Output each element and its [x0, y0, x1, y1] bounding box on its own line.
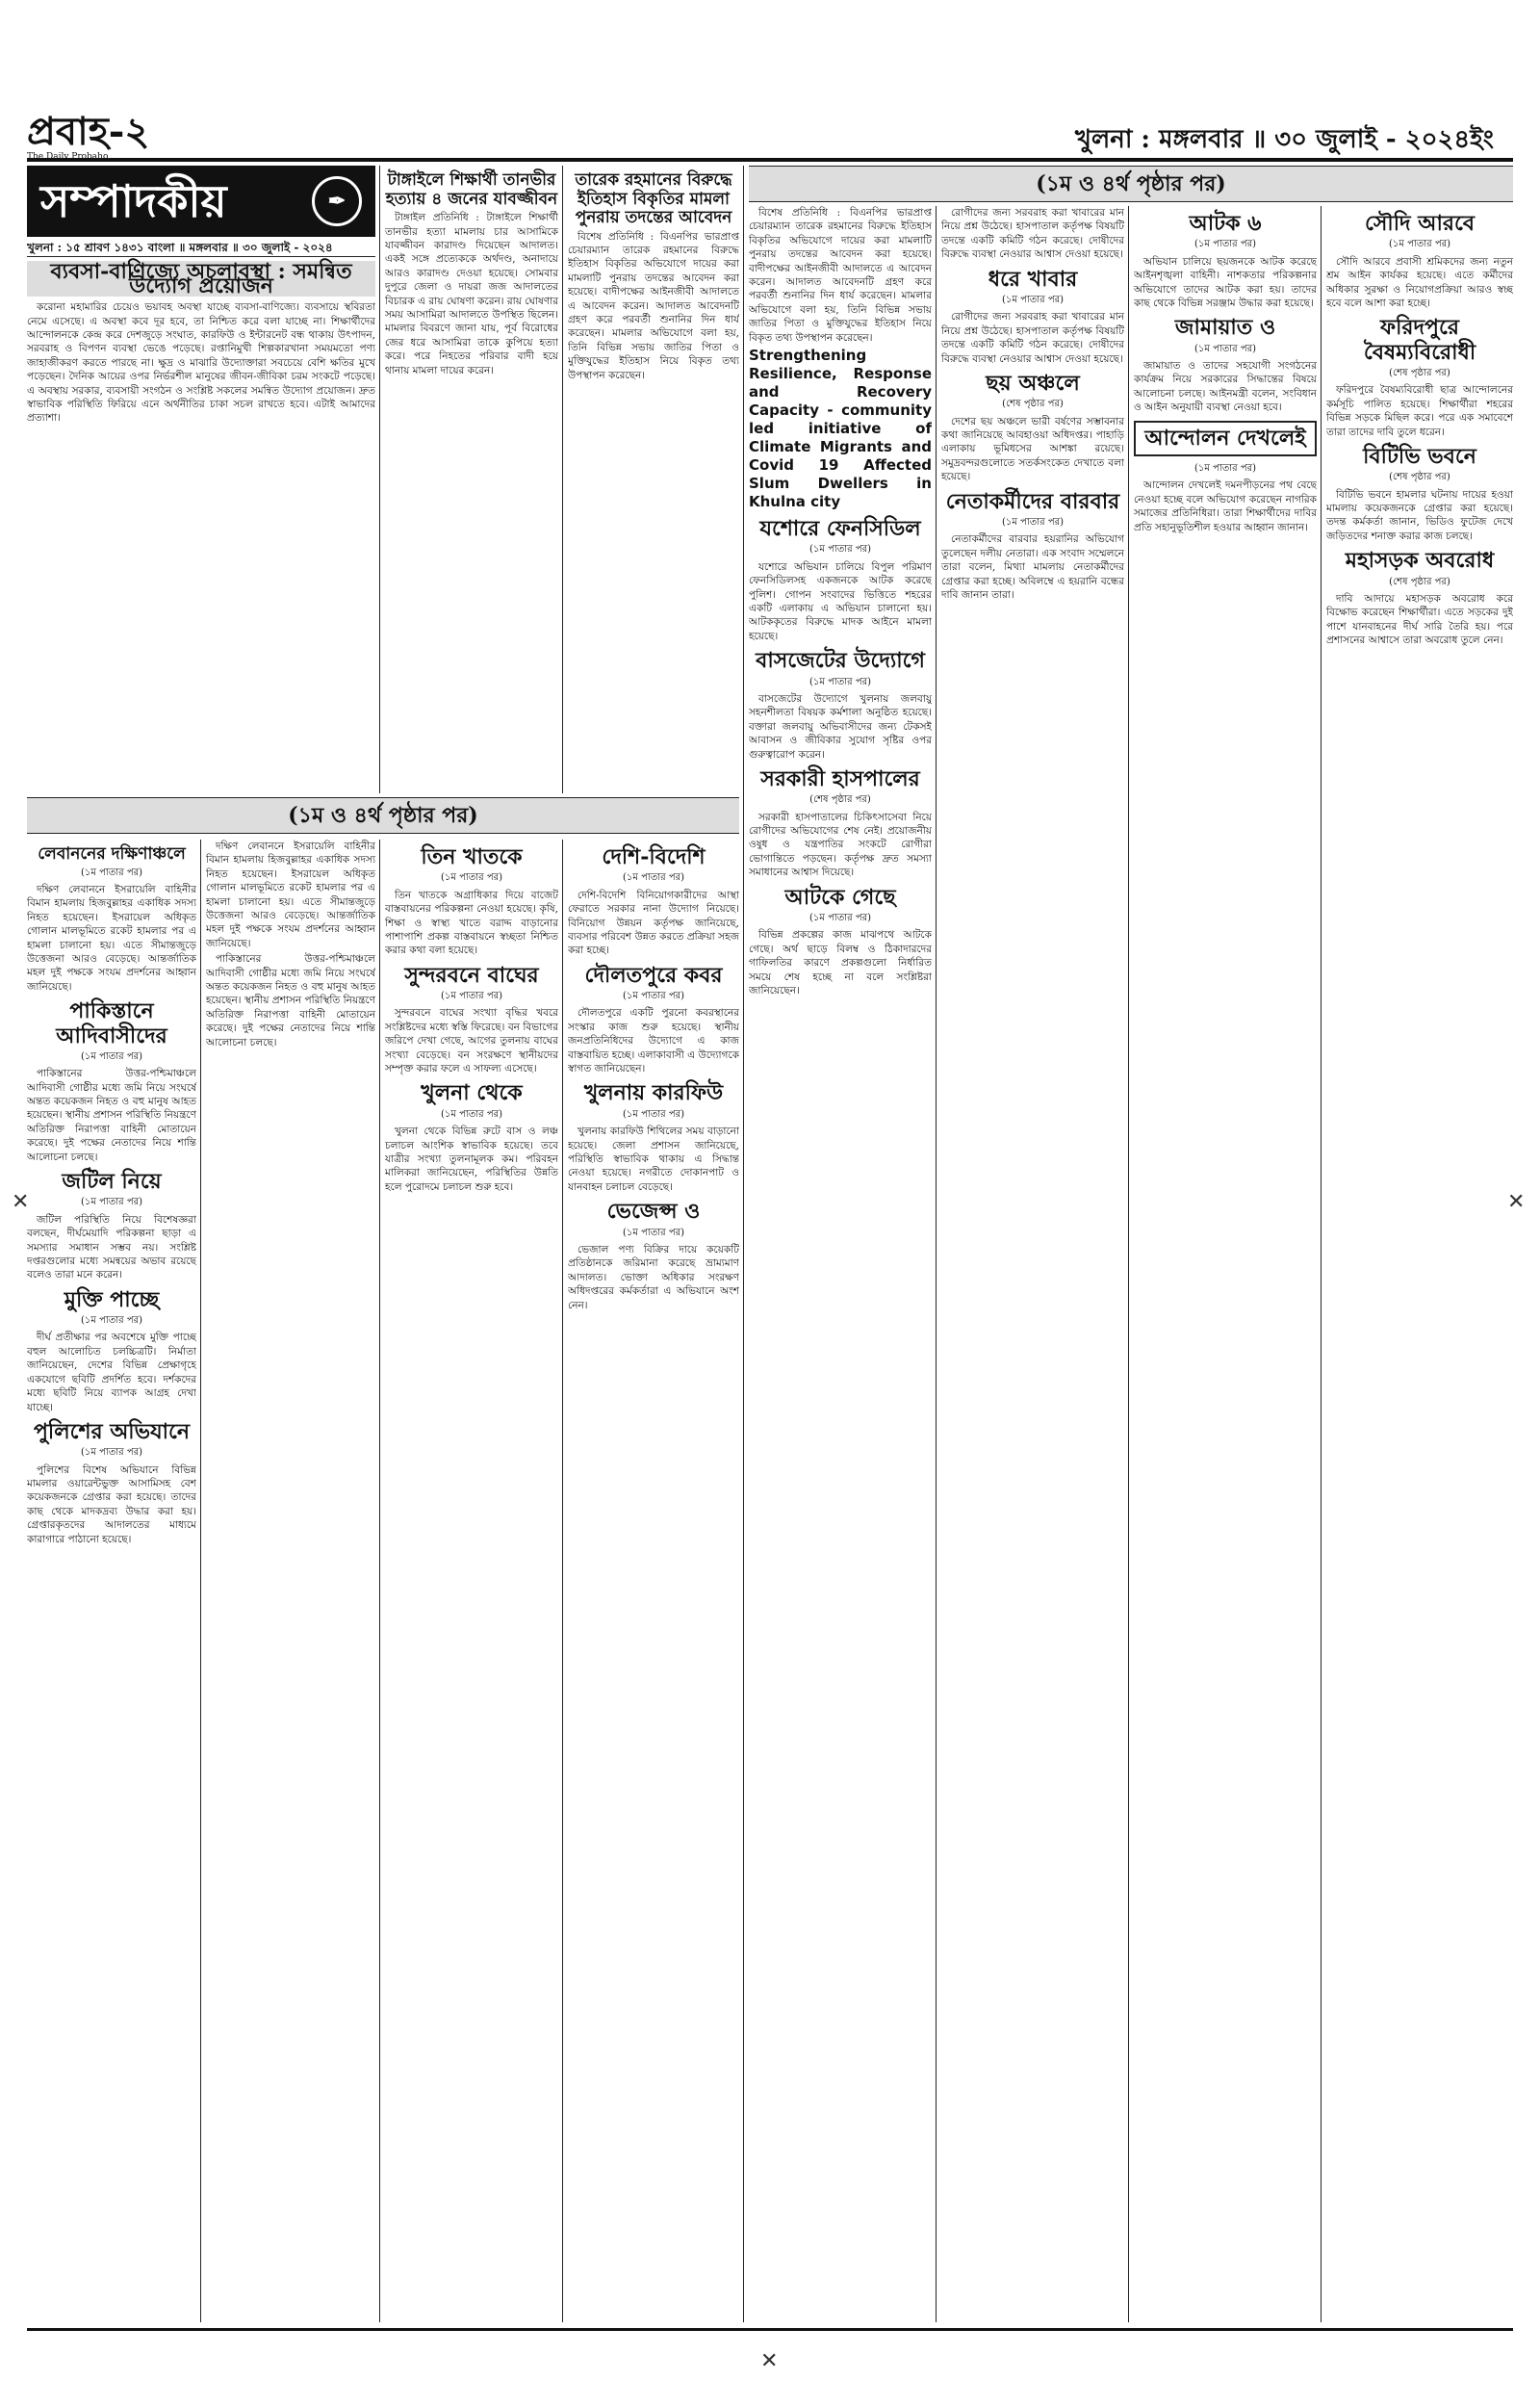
editorial-title: সম্পাদকীয় [40, 174, 227, 227]
column-4-bottom [568, 840, 739, 2322]
logo-subtitle: The Daily Probaho [27, 152, 109, 162]
article-headline: মুক্তি পাচ্ছে [64, 1286, 160, 1312]
article-body: ভেজাল পণ্য বিক্রির দায়ে কয়েকটি প্রতিষ্ঠানকে জরিমানা করেছে ভ্রাম্যমাণ আদালত। ভোক্তা অধিকার সংরক্ষণ অধিদপ্তরের কর্মকর্তারা এ অভিযানে অংশ নেন। [568, 1243, 739, 1311]
article-body: বাসজেটের উদ্যোগে খুলনায় জলবায়ু সহনশীলতা বিষয়ক কর্মশালা অনুষ্ঠিত হয়েছে। বক্তারা জলবায়ু অভিবাসীদের জন্য টেকসই আবাসন ও জীবিকার সুযোগ সৃষ্টির ওপর গুরুত্বারোপ করেন। [749, 692, 932, 761]
continued-label: (১ম পাতার পর) [80, 1315, 143, 1327]
article-body: সুন্দরবনে বাঘের সংখ্যা বৃদ্ধির খবরে সংশ্লিষ্টদের মধ্যে স্বস্তি ফিরেছে। বন বিভাগের জরিপে দেখা গেছে, আগের তুলনায় বাঘের সংখ্যা বেড়েছে। বন সংরক্ষণে স্থানীয়দের সম্পৃক্ত করার ফলে এ সাফল্য এসেছে। [385, 1007, 558, 1075]
article-headline: বাসজেটের উদ্যোগে [756, 648, 925, 674]
article-body: পাকিস্তানের উত্তর-পশ্চিমাঞ্চলে আদিবাসী গোষ্ঠীর মধ্যে জমি নিয়ে সংঘর্ষে অন্তত কয়েকজন নিহত ও বহু মানুষ আহত হয়েছেন। স্থানীয় প্রশাসন পরিস্থিতি নিয়ন্ত্রণে অতিরিক্ত নিরাপত্তা বাহিনী মোতায়েন করেছে। দুই পক্ষের নেতাদের নিয়ে শান্তি আলোচনা চলছে। [206, 953, 375, 1048]
continued-label: (১ম পাতার পর) [622, 991, 685, 1002]
column-rule [936, 206, 937, 2322]
continued-label: (১ম পাতার পর) [1388, 239, 1451, 250]
article-headline: ফরিদপুরে বৈষম্যবিরোধী [1363, 315, 1476, 365]
english-project-title: Strengthening Resilience, Response and Recovery Capacity - community led initiative of Climate Migrants and Covid 19 Affected Slum Dwellers in Khulna city [749, 347, 932, 511]
article-body: দেশি-বিদেশি বিনিয়োগকারীদের আস্থা ফেরাতে সরকার নানা উদ্যোগ নিয়েছে। বিনিয়োগ উন্নয়ন কর্তৃপক্ষ জানিয়েছে, ব্যবসার পরিবেশ উন্নত করতে প্রক্রিয়া সহজ করা হচ্ছে। [568, 889, 739, 957]
article-headline: ধরে খাবার [988, 266, 1078, 292]
article-body: বিশেষ প্রতিনিধি : বিএনপির ভারপ্রাপ্ত চেয়ারম্যান তারেক রহমানের বিরুদ্ধে ইতিহাস বিকৃতির অভিযোগে দায়ের করা মামলাটি পুনরায় তদন্তের আবেদন করা হয়েছে। বাদীপক্ষের আইনজীবী আদালতে এ আবেদন করেন। আদালত আবেদনটি গ্রহণ করে পরবর্তী শুনানির দিন ধার্য করেছেন। মামলার অভিযোগে বলা হয়, তিনি বিভিন্ন সভায় জাতির পিতা ও মুক্তিযুদ্ধের ইতিহাস নিয়ে বিকৃত তথ্য উপস্থাপন করেছেন। [568, 230, 739, 381]
article-body: অভিযান চালিয়ে ছয়জনকে আটক করেছে আইনশৃঙ্খলা বাহিনী। নাশকতার পরিকল্পনার অভিযোগে তাদের আটক করা হয়। তাদের কাছ থেকে বিভিন্ন সরঞ্জাম উদ্ধার করা হয়েছে। [1134, 255, 1317, 309]
column-rule [743, 166, 744, 2322]
article-headline: টাঙ্গাইলে শিক্ষার্থী তানভীর হত্যায় ৪ জনের যাবজ্জীবন [385, 170, 558, 209]
article-headline: ছয় অঞ্চলে [986, 370, 1080, 396]
article-headline: পাকিস্তানে আদিবাসীদের [56, 998, 167, 1048]
page-dateline: খুলনা : মঙ্গলবার ॥ ৩০ জুলাই - ২০২৪ইং [1074, 125, 1494, 154]
article-body: নেতাকর্মীদের বারবার হয়রানির অভিযোগ তুলেছেন দলীয় নেতারা। এক সংবাদ সম্মেলনে তারা বলেন, মিথ্যা মামলায় নেতাকর্মীদের গ্রেপ্তার করা হচ্ছে। অবিলম্বে এ হয়রানি বন্ধের দাবি জানান তারা। [941, 533, 1124, 602]
column-6 [941, 206, 1124, 2322]
crop-mark-icon: ✕ [1507, 1190, 1526, 1214]
newspaper-logo [27, 109, 150, 162]
column-1-bottom [27, 840, 196, 2322]
continued-label: (১ম পাতার পর) [80, 1197, 143, 1208]
article-body: দেশের ছয় অঞ্চলে ভারী বর্ষণের সম্ভাবনার কথা জানিয়েছে আবহাওয়া অধিদপ্তর। পাহাড়ি এলাকায় ভূমিধসের আশঙ্কা রয়েছে। সমুদ্রবন্দরগুলোতে সতর্কসংকেত দেখাতে বলা হয়েছে। [941, 415, 1124, 483]
article-headline: বিটিভি ভবনে [1363, 443, 1476, 469]
article-body: দাবি আদায়ে মহাসড়ক অবরোধ করে বিক্ষোভ করেছেন শিক্ষার্থীরা। এতে সড়কের দুই পাশে যানবাহনের দীর্ঘ সারি তৈরি হয়। পরে প্রশাসনের আশ্বাসে তারা অবরোধ তুলে নেন। [1326, 592, 1513, 647]
article-body: টাঙ্গাইল প্রতিনিধি : টাঙ্গাইলে শিক্ষার্থী তানভীর হত্যা মামলায় চার আসামিকে যাবজ্জীবন কারাদণ্ড দিয়েছেন আদালত। একই সঙ্গে প্রত্যেককে অর্থদণ্ড, অনাদায়ে আরও কারাদণ্ড দেওয়া হয়েছে। সোমবার দুপুরে জেলা ও দায়রা জজ আদালতের বিচারক এ রায় ঘোষণা করেন। রায় ঘোষণার সময় আসামিরা আদালতে উপস্থিত ছিলেন। মামলার বিবরণে জানা যায়, পূর্ব বিরোধের জের ধরে আসামিরা তাকে কুপিয়ে হত্যা করে। পরে নিহতের পরিবার বাদী হয়ে থানায় মামলা দায়ের করেন। [385, 212, 558, 376]
article-body: খুলনায় কারফিউ শিথিলের সময় বাড়ানো হয়েছে। জেলা প্রশাসন জানিয়েছে, পরিস্থিতি স্বাভাবিক থাকায় এ সিদ্ধান্ত নেওয়া হয়েছে। নগরীতে দোকানপাট ও যানবাহন চলাচল বেড়েছে। [568, 1126, 739, 1193]
article-body: বিশেষ প্রতিনিধি : বিএনপির ভারপ্রাপ্ত চেয়ারম্যান তারেক রহমানের বিরুদ্ধে ইতিহাস বিকৃতির অভিযোগে দায়ের করা মামলাটি পুনরায় তদন্তের আবেদন করা হয়েছে। বাদীপক্ষের আইনজীবী আদালতে এ আবেদন করেন। আদালত আবেদনটি গ্রহণ করে পরবর্তী শুনানির দিন ধার্য করেছেন। মামলার অভিযোগে বলা হয়, তিনি বিভিন্ন সভায় জাতির পিতা ও মুক্তিযুদ্ধের ইতিহাস নিয়ে বিকৃত তথ্য উপস্থাপন করেছেন। [749, 207, 932, 344]
editorial-section [27, 166, 375, 793]
continued-label: (১ম পাতার পর) [808, 544, 872, 556]
continued-strip-top: (১ম ও ৪র্থ পৃষ্ঠার পর) [749, 166, 1513, 202]
editorial-headline: ব্যবসা-বাণিজ্যে অচলাবস্থা : সমন্বিত উদ্যোগ প্রয়োজন [27, 261, 375, 297]
article-body: দক্ষিণ লেবাননে ইসরায়েলি বাহিনীর বিমান হামলায় হিজবুল্লাহর একাধিক সদস্য নিহত হয়েছেন। ইসরায়েল অধিকৃত গোলান মালভূমিতে রকেট হামলার পর এ হামলা চালানো হয়। এতে সীমান্তজুড়ে উত্তেজনা আরও বেড়েছে। আন্তর্জাতিক মহল দুই পক্ষকে সংযম প্রদর্শনের আহ্বান জানিয়েছে। [27, 883, 196, 993]
article-body: দক্ষিণ লেবাননে ইসরায়েলি বাহিনীর বিমান হামলায় হিজবুল্লাহর একাধিক সদস্য নিহত হয়েছেন। ইসরায়েল অধিকৃত গোলান মালভূমিতে রকেট হামলার পর এ হামলা চালানো হয়। এতে সীমান্তজুড়ে উত্তেজনা আরও বেড়েছে। আন্তর্জাতিক মহল দুই পক্ষকে সংযম প্রদর্শনের আহ্বান জানিয়েছে। [206, 841, 375, 949]
column-2-bottom [206, 840, 375, 2322]
article-headline: সৌদি আরবে [1364, 211, 1476, 236]
pen-nib-icon: ✒ [312, 176, 362, 226]
article-body: সৌদি আরবে প্রবাসী শ্রমিকদের জন্য নতুন শ্রম আইন কার্যকর হয়েছে। এতে কর্মীদের অধিকার সুরক্ষা ও নিয়োগপ্রক্রিয়া আরও স্বচ্ছ হবে বলে আশা করা হচ্ছে। [1326, 255, 1513, 309]
article-headline: ভেজেপ্স ও [606, 1199, 701, 1225]
article-body: যশোরে অভিযান চালিয়ে বিপুল পরিমাণ ফেনসিডিলসহ একজনকে আটক করেছে পুলিশ। গোপন সংবাদের ভিত্তিতে শহরের একটি এলাকায় এ অভিযান চালানো হয়। আটককৃতের বিরুদ্ধে মাদক আইনে মামলা হয়েছে। [749, 560, 932, 642]
article-headline: লেবাননের দক্ষিণাঞ্চলে [38, 844, 186, 864]
column-8 [1326, 206, 1513, 2322]
article-body: পুলিশের বিশেষ অভিযানে বিভিন্ন মামলার ওয়ারেন্টভুক্ত আসামিসহ বেশ কয়েকজনকে গ্রেপ্তার করা হয়েছে। তাদের কাছ থেকে মাদকদ্রব্য উদ্ধার করা হয়। গ্রেপ্তারকৃতদের আদালতের মাধ্যমে কারাগারে পাঠানো হয়েছে। [27, 1463, 196, 1545]
article-headline: নেতাকর্মীদের বারবার [945, 488, 1120, 514]
column-rule [379, 166, 380, 793]
article-headline: দেশি-বিদেশি [602, 844, 706, 869]
article-body: পাকিস্তানের উত্তর-পশ্চিমাঞ্চলে আদিবাসী গোষ্ঠীর মধ্যে জমি নিয়ে সংঘর্ষে অন্তত কয়েকজন নিহত ও বহু মানুষ আহত হয়েছেন। স্থানীয় প্রশাসন পরিস্থিতি নিয়ন্ত্রণে অতিরিক্ত নিরাপত্তা বাহিনী মোতায়েন করেছে। দুই পক্ষের নেতাদের নিয়ে শান্তি আলোচনা চলছে। [27, 1068, 196, 1163]
article-body: আন্দোলন দেখলেই দমনপীড়নের পথ বেছে নেওয়া হচ্ছে বলে অভিযোগ করেছেন নাগরিক সমাজের প্রতিনিধিরা। তারা শিক্ষার্থীদের দাবির প্রতি সহানুভূতিশীল হওয়ার আহ্বান জানান। [1134, 479, 1317, 533]
article-headline: খুলনা থেকে [421, 1080, 523, 1106]
column-3-top [385, 166, 558, 793]
continued-label: (১ম পাতার পর) [80, 1447, 143, 1459]
article-body: সরকারী হাসপাতালের চিকিৎসাসেবা নিয়ে রোগীদের অভিযোগের শেষ নেই। প্রয়োজনীয় ওষুধ ও যন্ত্রপাতির সংকটে রোগীরা ভোগান্তিতে পড়ছেন। কর্তৃপক্ষ দ্রুত সমস্যা সমাধানের আশ্বাস দিয়েছে। [749, 811, 932, 879]
column-7 [1134, 206, 1317, 2322]
editorial-dateline: খুলনা : ১৫ শ্রাবণ ১৪৩১ বাংলা ॥ মঙ্গলবার ॥ ৩০ জুলাই - ২০২৪ [27, 241, 375, 257]
article-headline: তিন খাতকে [421, 844, 523, 869]
article-headline: আটক ৬ [1189, 211, 1262, 236]
continued-label: (১ম পাতার পর) [808, 676, 872, 687]
continued-label: (১ম পাতার পর) [80, 1050, 143, 1062]
article-headline: সুন্দরবনে বাঘের [404, 962, 539, 988]
article-body: রোগীদের জন্য সরবরাহ করা খাবারের মান নিয়ে প্রশ্ন উঠেছে। হাসপাতাল কর্তৃপক্ষ বিষয়টি তদন্তে একটি কমিটি গঠন করেছে। দোষীদের বিরুদ্ধে ব্যবস্থা নেওয়ার আশ্বাস দেওয়া হয়েছে। [941, 207, 1124, 261]
column-3-bottom [385, 840, 558, 2322]
continued-label: (১ম পাতার পর) [440, 1108, 503, 1120]
continued-label: (১ম পাতার পর) [1194, 343, 1257, 354]
column-rule [562, 840, 563, 2322]
article-headline: সরকারী হাসপালের [760, 765, 920, 791]
column-4-top [568, 166, 739, 793]
article-body: বিটিভি ভবনে হামলার ঘটনায় দায়ের হওয়া মামলায় কয়েকজনকে গ্রেপ্তার করা হয়েছে। তদন্ত কর্মকর্তা জানান, ভিডিও ফুটেজ দেখে জড়িতদের শনাক্ত করার কাজ চলছে। [1326, 488, 1513, 542]
continued-label: (শেষ পৃষ্ঠার পর) [1389, 472, 1450, 483]
column-rule [1321, 206, 1322, 2322]
continued-label: (১ম পাতার পর) [1194, 462, 1257, 474]
continued-label: (১ম পাতার পর) [622, 1227, 685, 1238]
article-headline: যশোরে ফেনসিডিল [759, 516, 921, 542]
editorial-banner [27, 166, 375, 237]
article-headline: দৌলতপুরে কবর [584, 962, 723, 988]
article-body: খুলনা থেকে বিভিন্ন রুটে বাস ও লঞ্চ চলাচল আংশিক স্বাভাবিক হয়েছে। তবে যাত্রীর সংখ্যা তুলনামূলক কম। পরিবহন মালিকরা জানিয়েছেন, পরিস্থিতির উন্নতি হলে পুরোদমে চলাচল শুরু হবে। [385, 1126, 558, 1193]
article-headline: পুলিশের অভিযানে [33, 1418, 190, 1444]
article-headline: তারেক রহমানের বিরুদ্ধে ইতিহাস বিকৃতির মামলা পুনরায় তদন্তের আবেদন [575, 170, 732, 228]
column-rule [562, 166, 563, 793]
article-headline: মহাসড়ক অবরোধ [1345, 548, 1495, 574]
continued-label: (শেষ পৃষ্ঠার পর) [1389, 576, 1450, 587]
footer-rule [27, 2328, 1513, 2331]
continued-strip-middle: (১ম ও ৪র্থ পৃষ্ঠার পর) [27, 797, 739, 834]
continued-label: (১ম পাতার পর) [1001, 294, 1065, 305]
article-headline: আন্দোলন দেখলেই [1134, 421, 1317, 456]
continued-label: (১ম পাতার পর) [622, 1108, 685, 1120]
column-rule [1128, 206, 1129, 2322]
article-body: জামায়াত ও তাদের সহযোগী সংগঠনের কার্যক্রম নিয়ে সরকারের সিদ্ধান্তের বিষয়ে আলোচনা চলছে। আইনমন্ত্রী বলেন, সংবিধান ও আইন অনুযায়ী ব্যবস্থা নেওয়া হবে। [1134, 360, 1317, 414]
article-body: রোগীদের জন্য সরবরাহ করা খাবারের মান নিয়ে প্রশ্ন উঠেছে। হাসপাতাল কর্তৃপক্ষ বিষয়টি তদন্তে একটি কমিটি গঠন করেছে। দোষীদের বিরুদ্ধে ব্যবস্থা নেওয়ার আশ্বাস দেওয়া হয়েছে। [941, 311, 1124, 365]
continued-label: (শেষ পৃষ্ঠার পর) [1002, 399, 1064, 410]
article-body: তিন খাতকে অগ্রাধিকার দিয়ে বাজেট বাস্তবায়নের পরিকল্পনা নেওয়া হয়েছে। কৃষি, শিক্ষা ও স্বাস্থ্য খাতে বরাদ্দ বাড়ানোর পাশাপাশি প্রকল্প বাস্তবায়নে স্বচ্ছতা নিশ্চিত করার কথা বলা হয়েছে। [385, 889, 558, 957]
article-body: বিভিন্ন প্রকল্পের কাজ মাঝপথে আটকে গেছে। অর্থ ছাড়ে বিলম্ব ও ঠিকাদারদের গাফিলতির কারণে প্রকল্পগুলো নির্ধারিত সময়ে শেষ হচ্ছে না বলে সংশ্লিষ্টরা জানিয়েছেন। [749, 929, 932, 996]
article-body: দৌলতপুরে একটি পুরনো কবরস্থানের সংস্কার কাজ শুরু হয়েছে। স্থানীয় জনপ্রতিনিধিদের উদ্যোগে এ কাজ বাস্তবায়িত হচ্ছে। এলাকাবাসী এ উদ্যোগকে স্বাগত জানিয়েছেন। [568, 1007, 739, 1075]
column-5 [749, 206, 932, 2322]
editorial-body: করোনা মহামারির চেয়েও ভয়াবহ অবস্থা যাচ্ছে ব্যবসা-বাণিজ্যে। ব্যবসায়ে স্থবিরতা নেমে এসেছে। এ অবস্থা কবে দূর হবে, তা নিশ্চিত করে বলা যাচ্ছে না। শিক্ষার্থীদের আন্দোলনকে কেন্দ্র করে দেশজুড়ে সংঘাত, কারফিউ ও ইন্টারনেট বন্ধ থাকায় উৎপাদন, সরবরাহ ও বিপণন ব্যবস্থা ভেঙে পড়েছে। রপ্তানিমুখী শিল্পকারখানা সময়মতো পণ্য জাহাজীকরণ করতে পারছে না। ক্ষুদ্র ও মাঝারি উদ্যোক্তারা সবচেয়ে বেশি ক্ষতির মুখে পড়েছেন। দৈনিক আয়ের ওপর নির্ভরশীল মানুষের জীবন-জীবিকা চরম সংকটে পড়েছে। এ অবস্থায় সরকার, ব্যবসায়ী সংগঠন ও সংশ্লিষ্ট সকলের সমন্বিত উদ্যোগ প্রয়োজন। দ্রুত স্বাভাবিক পরিস্থিতি ফিরিয়ে এনে অর্থনীতির চাকা সচল রাখতে হবে। এটাই আমাদের প্রত্যাশা। [27, 301, 375, 425]
article-body: দীর্ঘ প্রতীক্ষার পর অবশেষে মুক্তি পাচ্ছে বহুল আলোচিত চলচ্চিত্রটি। নির্মাতা জানিয়েছেন, দেশের বিভিন্ন প্রেক্ষাগৃহে একযোগে ছবিটি প্রদর্শিত হবে। দর্শকদের মধ্যে ছবিটি নিয়ে ব্যাপক আগ্রহ দেখা যাচ্ছে। [27, 1332, 196, 1413]
continued-label: (১ম পাতার পর) [1194, 239, 1257, 250]
continued-label: (১ম পাতার পর) [440, 991, 503, 1002]
continued-label: (১ম পাতার পর) [80, 867, 143, 878]
masthead [27, 109, 1513, 162]
continued-label: (শেষ পৃষ্ঠার পর) [1389, 367, 1450, 378]
continued-label: (১ম পাতার পর) [1001, 516, 1065, 528]
article-headline: জামায়াত ও [1174, 315, 1276, 341]
article-body: জটিল পরিস্থিতি নিয়ে বিশেষজ্ঞরা বলছেন, দীর্ঘমেয়াদি পরিকল্পনা ছাড়া এ সমস্যার সমাধান সম্ভব নয়। সংশ্লিষ্ট দপ্তরগুলোর মধ্যে সমন্বয়ের অভাব রয়েছে বলেও তারা মনে করেন। [27, 1213, 196, 1281]
continued-label: (১ম পাতার পর) [808, 912, 872, 923]
continued-label: (১ম পাতার পর) [440, 872, 503, 884]
article-headline: আটকে গেছে [784, 884, 896, 910]
crop-mark-icon: ✕ [12, 1190, 30, 1214]
continued-label: (১ম পাতার পর) [622, 872, 685, 884]
article-headline: জটিল নিয়ে [62, 1169, 162, 1195]
logo-text: প্রবাহ-২ [27, 109, 150, 154]
continued-label: (শেষ পৃষ্ঠার পর) [809, 794, 871, 806]
column-rule [200, 840, 201, 2322]
article-body: ফরিদপুরে বৈষম্যবিরোধী ছাত্র আন্দোলনের কর্মসূচি পালিত হয়েছে। শিক্ষার্থীরা শহরের বিভিন্ন সড়কে মিছিল করে। পরে এক সমাবেশে তারা তাদের দাবি তুলে ধরেন। [1326, 384, 1513, 438]
column-rule [379, 840, 380, 2322]
crop-mark-icon: ✕ [760, 2349, 779, 2373]
article-headline: খুলনায় কারফিউ [583, 1080, 724, 1106]
